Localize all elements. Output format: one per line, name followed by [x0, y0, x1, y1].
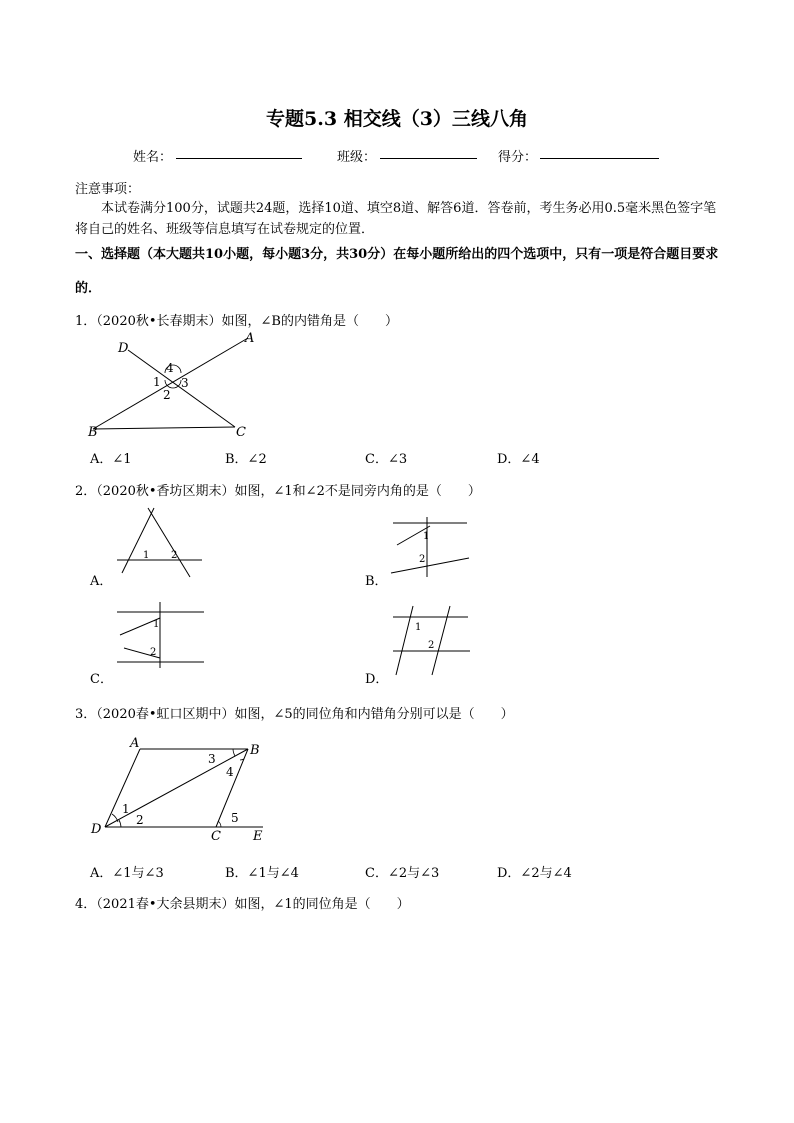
question-2-figure-d: [388, 603, 478, 678]
question-2-option-d[interactable]: D．: [365, 672, 389, 687]
q2b-label-2: 2: [419, 554, 426, 565]
notice-heading: 注意事项：: [75, 182, 141, 197]
score-blank[interactable]: [540, 158, 659, 159]
q3-label-4: 4: [226, 765, 234, 779]
question-1-option-a[interactable]: A．∠1: [90, 452, 132, 467]
question-1-figure: [85, 330, 265, 440]
question-2-figure-b: [385, 515, 475, 580]
question-1-option-b[interactable]: B．∠2: [225, 452, 267, 467]
question-2-stem: 2．（2020秋•香坊区期末）如图，∠1和∠2不是同旁内角的是（ ）: [75, 484, 481, 499]
question-2-option-b[interactable]: B．: [365, 574, 388, 589]
notice-body: 本试卷满分100分，试题共24题，选择10道、填空8道、解答6道．答卷前，考生务必用0.5毫米黑色签字笔将自己的姓名、班级等信息填写在试卷规定的位置．: [75, 201, 717, 237]
q2d-label-2: 2: [428, 640, 435, 651]
q1-label-1: 1: [153, 375, 161, 389]
q2c-label-1: 1: [153, 619, 160, 630]
question-2-figure-a: [112, 505, 207, 580]
q2c-label-2: 2: [150, 647, 157, 658]
name-blank[interactable]: [176, 158, 302, 159]
section-heading: 一、选择题（本大题共10小题，每小题3分，共30分）在每小题所给出的四个选项中，只有一项是符合题目要求的．: [75, 247, 719, 296]
q1-label-c: C: [236, 425, 246, 440]
question-1-option-c[interactable]: C．∠3: [365, 452, 408, 467]
q3-label-1: 1: [122, 802, 130, 816]
q3-label-3: 3: [208, 752, 216, 766]
q3-label-d: D: [91, 822, 102, 837]
question-3-stem: 3．（2020春•虹口区期中）如图，∠5的同位角和内错角分别可以是（ ）: [75, 707, 514, 722]
question-2-option-c[interactable]: C．: [90, 672, 113, 687]
question-3-option-a[interactable]: A．∠1与∠3: [90, 866, 164, 881]
class-blank[interactable]: [380, 158, 477, 159]
question-1-stem: 1．（2020秋•长春期末）如图，∠B的内错角是（ ）: [75, 314, 398, 329]
page-title: 专题5.3 相交线（3）三线八角: [266, 108, 528, 130]
question-1-option-d[interactable]: D．∠4: [497, 452, 540, 467]
q1-label-3: 3: [181, 376, 189, 390]
score-label: 得分：: [498, 150, 538, 165]
question-3-figure: [88, 732, 278, 844]
q1-label-b: B: [88, 425, 98, 440]
q3-label-5: 5: [231, 811, 239, 825]
q2d-label-1: 1: [415, 622, 422, 633]
q3-label-2: 2: [136, 813, 144, 827]
q3-label-a: A: [130, 736, 140, 751]
q2b-label-1: 1: [423, 531, 430, 542]
question-3-option-d[interactable]: D．∠2与∠4: [497, 866, 572, 881]
question-2-option-a[interactable]: A．: [90, 574, 113, 589]
q2a-label-2: 2: [171, 550, 178, 561]
q1-label-d: D: [118, 341, 129, 356]
q1-label-2: 2: [163, 388, 171, 402]
q1-label-a: A: [245, 331, 255, 346]
question-3-option-c[interactable]: C．∠2与∠3: [365, 866, 440, 881]
name-label: 姓名：: [133, 150, 173, 165]
q3-label-e: E: [253, 829, 263, 844]
class-label: 班级：: [337, 150, 377, 165]
question-3-option-b[interactable]: B．∠1与∠4: [225, 866, 299, 881]
question-4-stem: 4．（2021春•大余县期末）如图，∠1的同位角是（ ）: [75, 897, 410, 912]
q3-label-b: B: [250, 743, 260, 758]
q3-label-c: C: [211, 829, 221, 844]
q2a-label-1: 1: [143, 550, 150, 561]
q1-label-4: 4: [166, 361, 174, 375]
question-2-figure-c: [112, 600, 207, 670]
